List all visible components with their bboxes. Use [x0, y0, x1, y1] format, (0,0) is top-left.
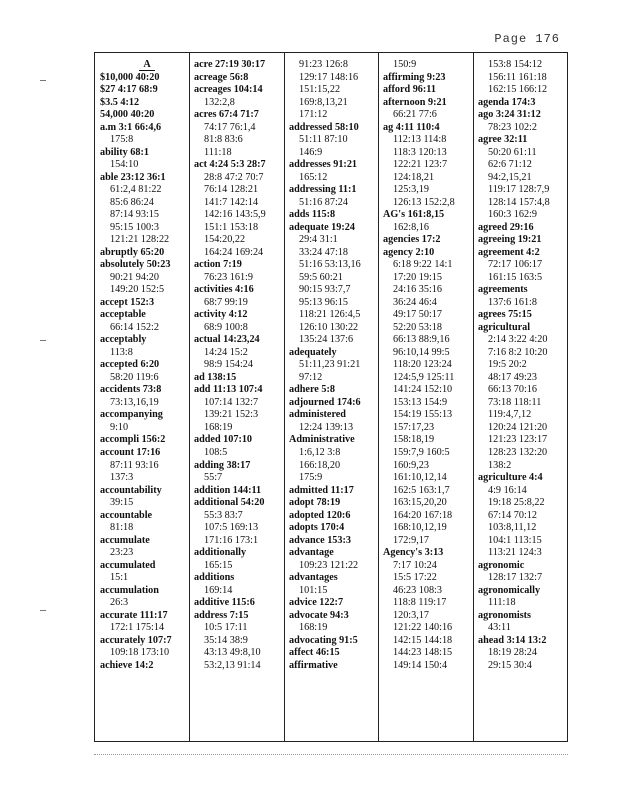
index-page-refs: 142:16 143:5,9 [204, 209, 266, 221]
index-page-refs: 24:16 35:16 [393, 284, 442, 296]
index-page-refs: 168:19 [204, 421, 233, 433]
index-term: acceptable [100, 309, 146, 321]
index-page-refs: 55:7 [204, 472, 223, 484]
index-page-refs: 90:21 94:20 [110, 271, 159, 283]
index-term: agricultural [478, 321, 531, 333]
index-page-refs: 48:17 49:23 [488, 371, 537, 383]
index-page-refs: 52:20 53:18 [393, 321, 442, 333]
index-page-refs: 168:10,12,19 [393, 522, 447, 534]
index-page-refs: 50:20 61:11 [488, 146, 537, 158]
index-term: accept 152:3 [100, 296, 155, 308]
index-page-refs: 121:22 140:16 [393, 622, 453, 634]
index-page-refs: 66:21 77:6 [393, 109, 437, 121]
index-term: advantage [289, 547, 334, 559]
footer-rule [94, 754, 568, 755]
index-page-refs: 157:17,23 [393, 421, 435, 433]
index-page-refs: 87:14 93:15 [110, 209, 159, 221]
index-page-refs: 23:23 [110, 547, 134, 559]
index-page-refs: 118:20 123:24 [393, 359, 452, 371]
index-page-refs: 49:17 50:17 [393, 309, 442, 321]
index-page-refs: 26:3 [110, 597, 129, 609]
index-page-refs: 36:24 46:4 [393, 296, 437, 308]
index-term: Administrative [289, 434, 355, 446]
index-page-refs: 128:17 132:7 [488, 572, 543, 584]
index-term: address 7:15 [194, 609, 249, 621]
index-page-refs: 7:16 8:2 10:20 [488, 346, 548, 358]
margin-mark [40, 340, 46, 341]
index-term: ahead 3:14 13:2 [478, 634, 547, 646]
index-page-refs: 172:9,17 [393, 534, 429, 546]
index-page-refs: 2:14 3:22 4:20 [488, 334, 548, 346]
index-page-refs: 111:18 [204, 146, 232, 158]
index-page-refs: 162:15 166:12 [488, 84, 548, 96]
index-page-refs: 141:7 142:14 [204, 196, 259, 208]
index-column-3 [289, 59, 383, 672]
index-term: admitted 11:17 [289, 484, 354, 496]
index-page-refs: 9:10 [110, 421, 129, 433]
index-term: advice 122:7 [289, 597, 344, 609]
index-page-refs: 124:18,21 [393, 171, 435, 183]
index-page-refs: 51:16 53:13,16 [299, 259, 361, 271]
index-term: advocate 94:3 [289, 609, 349, 621]
index-page-refs: 162:5 163:1,7 [393, 484, 450, 496]
index-page-refs: 68:9 100:8 [204, 321, 248, 333]
index-page-refs: 154:10 [110, 159, 139, 171]
index-page-refs: 81:8 83:6 [204, 134, 243, 146]
index-term: adjourned 174:6 [289, 396, 361, 408]
index-page-refs: 153:13 154:9 [393, 396, 448, 408]
index-term: action 7:19 [194, 259, 242, 271]
index-column-4 [383, 59, 477, 672]
index-frame [94, 52, 568, 742]
margin-mark [40, 80, 46, 81]
index-term: agreement 4:2 [478, 246, 540, 258]
index-page-refs: 160:9,23 [393, 459, 429, 471]
index-term: able 23:12 36:1 [100, 171, 166, 183]
section-letter: A [139, 59, 154, 71]
index-page-refs: 107:14 132:7 [204, 396, 259, 408]
index-page-refs: 108:5 [204, 446, 228, 458]
index-term: advance 153:3 [289, 534, 351, 546]
index-page-refs: 76:14 128:21 [204, 184, 259, 196]
index-page-refs: 35:14 38:9 [204, 634, 248, 646]
index-page-refs: 159:7,9 160:5 [393, 446, 450, 458]
index-page-refs: 150:9 [393, 59, 417, 70]
index-term: accidents 73:8 [100, 384, 162, 396]
index-page-refs: 46:23 108:3 [393, 584, 442, 596]
index-page-refs: 7:17 10:24 [393, 559, 437, 571]
index-page-refs: 28:8 47:2 70:7 [204, 171, 264, 183]
index-page-refs: 139:21 152:3 [204, 409, 259, 421]
index-page-refs: 137:3 [110, 472, 134, 484]
index-page-refs: 76:23 161:9 [204, 271, 253, 283]
index-term: add 11:13 107:4 [194, 384, 263, 396]
index-term: acres 67:4 71:7 [194, 109, 259, 121]
index-page-refs: 128:14 157:4,8 [488, 196, 550, 208]
index-page-refs: 164:24 169:24 [204, 246, 264, 258]
index-term: accurate 111:17 [100, 609, 168, 621]
index-page-refs: 74:17 76:1,4 [204, 121, 256, 133]
index-page-refs: 97:12 [299, 371, 323, 383]
index-term: accompanying [100, 409, 163, 421]
index-page-refs: 111:18 [488, 597, 516, 609]
index-page-refs: 53:2,13 91:14 [204, 659, 261, 671]
index-term: activity 4:12 [194, 309, 248, 321]
index-term: ag 4:11 110:4 [383, 121, 440, 133]
index-term: accompli 156:2 [100, 434, 166, 446]
index-page-refs: 95:13 96:15 [299, 296, 348, 308]
index-term: agreed 29:16 [478, 221, 534, 233]
index-page-refs: 119:17 128:7,9 [488, 184, 550, 196]
index-term: adopt 78:19 [289, 497, 341, 509]
index-page-refs: 15:1 [110, 572, 129, 584]
index-term: additions [194, 572, 235, 584]
index-page-refs: 120:3,17 [393, 609, 429, 621]
index-page-refs: 175:8 [110, 134, 134, 146]
index-term: agreeing 19:21 [478, 234, 542, 246]
index-page-refs: 154:19 155:13 [393, 409, 453, 421]
index-page-refs: 118:21 126:4,5 [299, 309, 361, 321]
index-page-refs: 66:13 88:9,16 [393, 334, 450, 346]
index-term: administered [289, 409, 346, 421]
index-page-refs: 12:24 139:13 [299, 421, 354, 433]
index-page-refs: 112:13 114:8 [393, 134, 447, 146]
index-term: activities 4:16 [194, 284, 254, 296]
index-page-refs: 175:9 [299, 472, 323, 484]
index-page-refs: 156:11 161:18 [488, 71, 547, 83]
index-page-refs: 43:11 [488, 622, 511, 634]
index-term: agree 32:11 [478, 134, 528, 146]
index-term: affect 46:15 [289, 647, 340, 659]
index-page-refs: 169:8,13,21 [299, 96, 348, 108]
index-column-5 [478, 59, 572, 672]
index-page-refs: 171:16 173:1 [204, 534, 259, 546]
index-term: Agency's 3:13 [383, 547, 444, 559]
index-term: ad 138:15 [194, 371, 237, 383]
index-column-1 [100, 59, 194, 672]
index-term: actual 14:23,24 [194, 334, 260, 346]
index-page-refs: 68:7 99:19 [204, 296, 248, 308]
index-page-refs: 151:15,22 [299, 84, 341, 96]
index-page-refs: 103:8,11,12 [488, 522, 537, 534]
index-page-refs: 18:19 28:24 [488, 647, 537, 659]
index-page-refs: 160:3 162:9 [488, 209, 537, 221]
index-page-refs: 169:14 [204, 584, 233, 596]
index-page-refs: 122:21 123:7 [393, 159, 448, 171]
index-term: $3.5 4:12 [100, 96, 140, 108]
index-page-refs: 96:10,14 99:5 [393, 346, 450, 358]
index-term: abruptly 65:20 [100, 246, 165, 258]
index-page-refs: 135:24 137:6 [299, 334, 354, 346]
index-page-refs: 29:15 30:4 [488, 659, 532, 671]
index-term: agronomically [478, 584, 541, 596]
index-term: adds 115:8 [289, 209, 336, 221]
index-page-refs: 101:15 [299, 584, 328, 596]
index-page-refs: 166:18,20 [299, 459, 341, 471]
index-term: acreage 56:8 [194, 71, 249, 83]
index-page-refs: 19:18 25:8,22 [488, 497, 545, 509]
index-term: $27 4:17 68:9 [100, 84, 158, 96]
index-page-refs: 163:15,20,20 [393, 497, 447, 509]
index-page-refs: 171:12 [299, 109, 328, 121]
index-page-refs: 118:3 120:13 [393, 146, 447, 158]
index-term: agriculture 4:4 [478, 472, 543, 484]
index-page-refs: 33:24 47:18 [299, 246, 348, 258]
index-page-refs: 107:5 169:13 [204, 522, 259, 534]
index-term: afford 96:11 [383, 84, 436, 96]
index-term: agency 2:10 [383, 246, 435, 258]
index-term: accumulation [100, 584, 159, 596]
index-term: advocating 91:5 [289, 634, 358, 646]
index-page-refs: 1:6,12 3:8 [299, 446, 341, 458]
index-page-refs: 91:23 126:8 [299, 59, 348, 70]
index-term: adopts 170:4 [289, 522, 345, 534]
index-page-refs: 51:16 87:24 [299, 196, 348, 208]
index-page-refs: 73:18 118:11 [488, 396, 542, 408]
index-term: ago 3:24 31:12 [478, 109, 541, 121]
index-page-refs: 14:24 15:2 [204, 346, 248, 358]
index-page-refs: 62:6 71:12 [488, 159, 532, 171]
index-term: act 4:24 5:3 28:7 [194, 159, 266, 171]
index-page-refs: 158:18,19 [393, 434, 435, 446]
index-page-refs: 165:12 [299, 171, 328, 183]
index-page-refs: 161:10,12,14 [393, 472, 447, 484]
index-page-refs: 146:9 [299, 146, 323, 158]
index-page-refs: 72:17 106:17 [488, 259, 543, 271]
index-term: addressing 11:1 [289, 184, 357, 196]
index-page-refs: 59:5 60:21 [299, 271, 343, 283]
index-page-refs: 95:15 100:3 [110, 221, 159, 233]
index-page-refs: 61:2,4 81:22 [110, 184, 162, 196]
index-term: added 107:10 [194, 434, 253, 446]
index-page-refs: 90:15 93:7,7 [299, 284, 351, 296]
index-page-refs: 98:9 154:24 [204, 359, 253, 371]
index-page-refs: 168:19 [299, 622, 328, 634]
index-term: achieve 14:2 [100, 659, 154, 671]
index-term: accountable [100, 509, 153, 521]
index-term: adequate 19:24 [289, 221, 355, 233]
index-page-refs: 43:13 49:8,10 [204, 647, 261, 659]
index-page-refs: 73:13,16,19 [110, 396, 159, 408]
index-term: addressed 58:10 [289, 121, 359, 133]
index-page-refs: 10:5 17:11 [204, 622, 248, 634]
index-term: agreements [478, 284, 528, 296]
index-page-refs: 94:2,15,21 [488, 171, 532, 183]
index-page-refs: 137:6 161:8 [488, 296, 537, 308]
index-page-refs: 126:10 130:22 [299, 321, 359, 333]
index-page-refs: 87:11 93:16 [110, 459, 159, 471]
index-term: agenda 174:3 [478, 96, 536, 108]
index-page-refs: 85:6 86:24 [110, 196, 154, 208]
index-term: affirming 9:23 [383, 71, 446, 83]
index-page-refs: 125:3,19 [393, 184, 429, 196]
index-page-refs: 81:18 [110, 522, 134, 534]
index-page-refs: 118:8 119:17 [393, 597, 447, 609]
index-page-refs: 162:8,16 [393, 221, 429, 233]
index-page-refs: 124:5,9 125:11 [393, 371, 455, 383]
index-page-refs: 51:11 87:10 [299, 134, 348, 146]
index-page-refs: 164:20 167:18 [393, 509, 453, 521]
index-page-refs: 58:20 119:6 [110, 371, 159, 383]
index-term: account 17:16 [100, 446, 161, 458]
index-page-refs: 113:21 124:3 [488, 547, 542, 559]
index-term: $10,000 40:20 [100, 71, 160, 83]
index-term: acceptably [100, 334, 147, 346]
index-term: agrees 75:15 [478, 309, 532, 321]
index-page-refs: 119:4,7,12 [488, 409, 532, 421]
index-page-refs: 154:20,22 [204, 234, 246, 246]
page-number-label: Page 176 [494, 32, 560, 46]
index-term: afternoon 9:21 [383, 96, 447, 108]
index-page-refs: 149:20 152:5 [110, 284, 165, 296]
index-term: agronomic [478, 559, 525, 571]
index-term: adding 38:17 [194, 459, 251, 471]
index-page-refs: 67:14 70:12 [488, 509, 537, 521]
index-page-refs: 6:18 9:22 14:1 [393, 259, 453, 271]
index-page-refs: 17:20 19:15 [393, 271, 442, 283]
index-page-refs: 172:1 175:14 [110, 622, 165, 634]
index-page-refs: 129:17 148:16 [299, 71, 359, 83]
index-term: accumulate [100, 534, 150, 546]
index-term: absolutely 50:23 [100, 259, 171, 271]
index-page-refs: 128:23 132:20 [488, 446, 548, 458]
index-term: agencies 17:2 [383, 234, 441, 246]
index-term: acreages 104:14 [194, 84, 263, 96]
index-term: additional 54:20 [194, 497, 265, 509]
index-page-refs: 66:13 70:16 [488, 384, 537, 396]
index-page-refs: 126:13 152:2,8 [393, 196, 455, 208]
index-term: a.m 3:1 66:4,6 [100, 121, 162, 133]
index-term: adhere 5:8 [289, 384, 335, 396]
index-page-refs: 109:18 173:10 [110, 647, 170, 659]
index-page-refs: 161:15 163:5 [488, 271, 543, 283]
index-term: ability 68:1 [100, 146, 149, 158]
index-term: adequately [289, 346, 337, 358]
index-term: addresses 91:21 [289, 159, 358, 171]
index-term: accountability [100, 484, 162, 496]
index-page-refs: 19:5 20:2 [488, 359, 527, 371]
index-term: additive 115:6 [194, 597, 255, 609]
index-term: affirmative [289, 659, 338, 671]
index-page-refs: 144:23 148:15 [393, 647, 453, 659]
index-page-refs: 141:24 152:10 [393, 384, 453, 396]
index-page-refs: 121:21 128:22 [110, 234, 170, 246]
index-term: acre 27:19 30:17 [194, 59, 266, 70]
index-page-refs: 66:14 152:2 [110, 321, 159, 333]
index-term: accumulated [100, 559, 156, 571]
index-page-refs: 113:8 [110, 346, 133, 358]
index-page-refs: 138:2 [488, 459, 512, 471]
index-page-refs: 55:3 83:7 [204, 509, 243, 521]
index-term: agronomists [478, 609, 532, 621]
index-page-refs: 15:5 17:22 [393, 572, 437, 584]
index-page-refs: 120:24 121:20 [488, 421, 548, 433]
index-page-refs: 149:14 150:4 [393, 659, 448, 671]
index-page-refs: 109:23 121:22 [299, 559, 359, 571]
index-page-refs: 51:11,23 91:21 [299, 359, 361, 371]
index-page-refs: 142:15 144:18 [393, 634, 453, 646]
index-page-refs: 153:8 154:12 [488, 59, 543, 70]
index-page-refs: 151:1 153:18 [204, 221, 259, 233]
index-page-refs: 165:15 [204, 559, 233, 571]
margin-mark [40, 610, 46, 611]
index-page-refs: 132:2,8 [204, 96, 235, 108]
index-page-refs: 121:23 123:17 [488, 434, 548, 446]
index-term: accurately 107:7 [100, 634, 172, 646]
index-term: advantages [289, 572, 338, 584]
index-column-2 [194, 59, 288, 672]
index-page-refs: 78:23 102:2 [488, 121, 537, 133]
index-term: adopted 120:6 [289, 509, 351, 521]
index-page-refs: 104:1 113:15 [488, 534, 542, 546]
index-page-refs: 4:9 16:14 [488, 484, 527, 496]
index-term: 54,000 40:20 [100, 109, 155, 121]
section-letter-heading [100, 59, 194, 72]
index-term: additionally [194, 547, 247, 559]
index-term: accepted 6:20 [100, 359, 160, 371]
index-term: AG's 161:8,15 [383, 209, 445, 221]
index-page-refs: 29:4 31:1 [299, 234, 338, 246]
index-page-refs: 39:15 [110, 497, 134, 509]
index-term: addition 144:11 [194, 484, 262, 496]
